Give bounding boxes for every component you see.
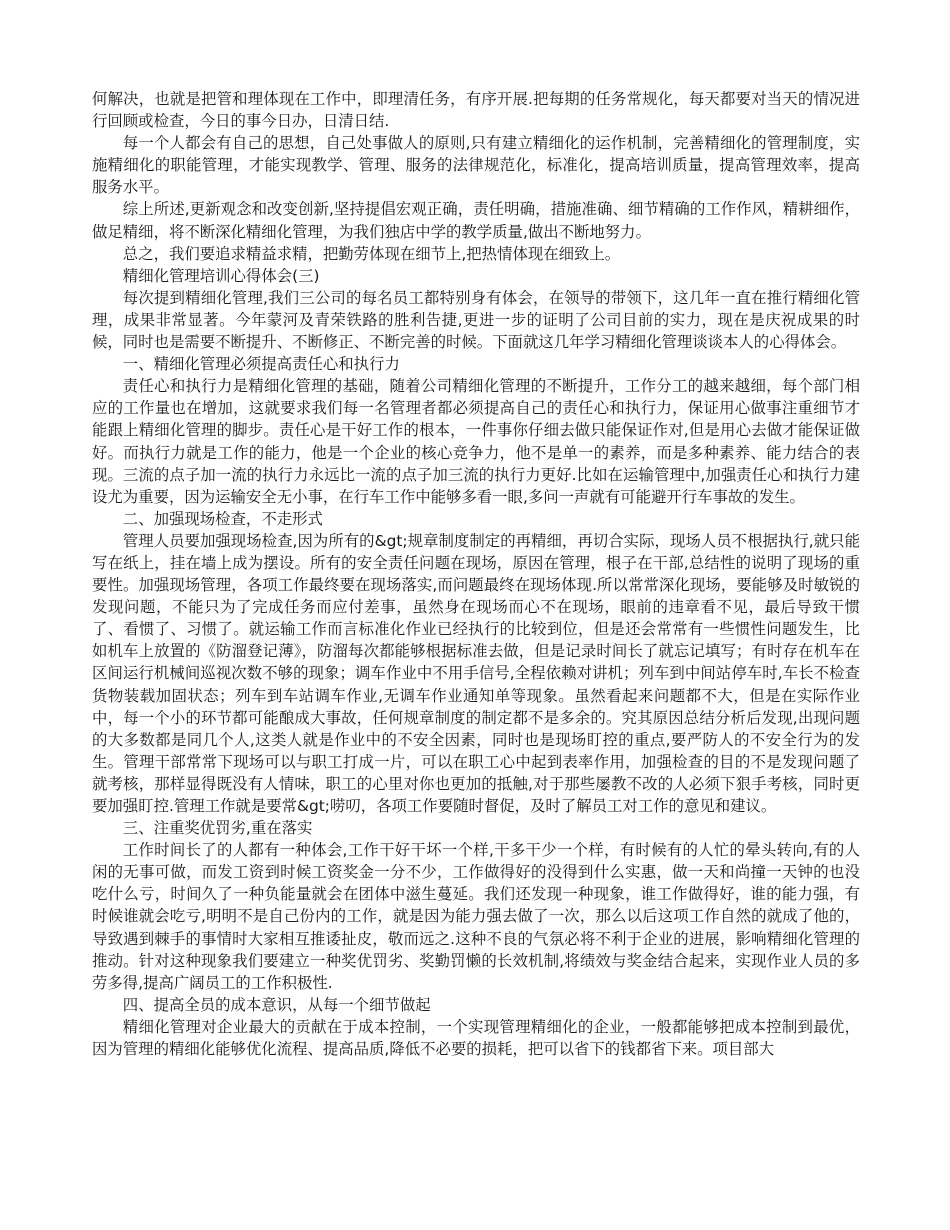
- paragraph: 工作时间长了的人都有一种体会,工作干好干坏一个样,干多干少一个样，有时候有的人忙的晕头转向,有的人闲的无事可做，而发工资到时候工资奖金一分不少，工作做得好的没得到什么实惠，做一天和尚撞一天钟的也没吃什么亏，时间久了一种负能量就会在团体中滋生蔓延。我们还发现一种现象，谁工作做得好，谁的能力强，有时候谁就会吃亏,明明不是自己份内的工作，就是因为能力强去做了一次，那么以后这项工作自然的就成了他的，导致遇到棘手的事情时大家相互推诿扯皮，敬而远之.这种不良的气氛必将不利于企业的进展，影响精细化管理的推动。针对这种现象我们要建立一种奖优罚劣、奖勤罚懒的长效机制,将绩效与奖金结合起来，实现作业人员的多劳多得,提高广阔员工的工作积极性.: [92, 841, 860, 992]
- document-body: [92, 88, 860, 1060]
- section-title: 精细化管理培训心得体会(三): [122, 266, 320, 285]
- paragraph: 每次提到精细化管理,我们三公司的每名员工都特别身有体会，在领导的带领下，这几年一直在推行精细化管理，成果非常显著。今年蒙河及青荣铁路的胜利告捷,更进一步的证明了公司目前的实力，现在是庆祝成果的时候，同时也是需要不断提升、不断修正、不断完善的时候。下面就这几年学习精细化管理谈谈本人的心得体会。: [92, 288, 860, 352]
- paragraph: 综上所述,更新观念和改变创新,坚持提倡宏观正确，责任明确，措施准确、细节精确的工作作风，精耕细作，做足精细，将不断深化精细化管理，为我们独店中学的教学质量,做出不断地努力。: [92, 200, 860, 241]
- paragraph: 总之，我们要追求精益求精，把勤劳体现在细节上,把热情体现在细致上。: [122, 244, 621, 263]
- paragraph: 每一个人都会有自己的思想，自己处事做人的原则,只有建立精细化的运作机制，完善精细化的管理制度，实施精细化的职能管理，才能实现教学、管理、服务的法律规范化，标准化，提高培训质量，提高管理效率，提高服务水平。: [92, 134, 860, 197]
- section-heading: 二、加强现场检查，不走形式: [122, 509, 323, 528]
- paragraph: 何解决，也就是把管和理体现在工作中，即理清任务，有序开展.把每期的任务常规化，每天都要对当天的情况进行回顾或检查，今日的事今日办，日清日结.: [92, 90, 860, 131]
- section-heading: 三、注重奖优罚劣,重在落实: [122, 819, 313, 838]
- paragraph: 管理人员要加强现场检查,因为所有的&gt;规章制度制定的再精细，再切合实际，现场人员不根据执行,就只能写在纸上，挂在墙上成为摆设。所有的安全责任问题在现场，原因在管理，根子在干部,总结性的说明了现场的重要性。加强现场管理，各项工作最终要在现场落实,而问题最终在现场体现.所以常常深化现场，要能够及时敏锐的发现问题，不能只为了完成任务而应付差事，虽然身在现场而心不在现场，眼前的违章看不见，最后导致干惯了、看惯了、习惯了。就运输工作而言标准化作业已经执行的比较到位，但是还会常常有一些惯性问题发生，比如机车上放置的《防溜登记薄》，防溜每次都能够根据标准去做，但是记录时间长了就忘记填写；有时存在机车在区间运行机械间巡视次数不够的现象；调车作业中不用手信号,全程依赖对讲机；列车到中间站停车时,车长不检查货物装载加固状态；列车到车站调车作业,无调车作业通知单等现象。虽然看起来问题都不大，但是在实际作业中，每一个小的环节都可能酿成大事故，任何规章制度的制定都不是多余的。究其原因总结分析后发现,出现问题的大多数都是同几个人,这类人就是作业中的不安全因素，同时也是现场盯控的重点,要严防人的不安全行为的发生。管理干部常常下现场可以与职工打成一片，可以在职工心中起到表率作用，加强检查的目的不是发现问题了就考核，那样显得既没有人情味，职工的心里对你也更加的抵触,对于那些屡教不改的人必须下狠手考核，同时更要加强盯控.管理工作就是要常&gt;唠叨，各项工作要随时督促，及时了解员工对工作的意见和建议。: [92, 531, 860, 815]
- paragraph: 精细化管理对企业最大的贡献在于成本控制，一个实现管理精细化的企业，一般都能够把成本控制到最优，因为管理的精细化能够优化流程、提高品质,降低不必要的损耗，把可以省下的钱都省下来。项目部大: [92, 1017, 860, 1059]
- paragraph: 责任心和执行力是精细化管理的基础，随着公司精细化管理的不断提升，工作分工的越来越细，每个部门相应的工作量也在增加，这就要求我们每一名管理者都必须提高自己的责任心和执行力，保证用心做事注重细节才能跟上精细化管理的脚步。责任心是干好工作的根本，一件事你仔细去做只能保证作对,但是用心去做才能保证做好。而执行力就是工作的能力，他是一个企业的核心竞争力，他不是单一的素养，而是多种素养、能力结合的表现。三流的点子加一流的执行力永远比一流的点子加三流的执行力更好.比如在运输管理中,加强责任心和执行力建设尤为重要，因为运输安全无小事，在行车工作中能够多看一眼,多问一声就有可能避开行车事故的发生。: [92, 377, 860, 506]
- section-heading: 一、精细化管理必须提高责任心和执行力: [122, 355, 400, 374]
- section-heading: 四、提高全员的成本意识，从每一个细节做起: [122, 995, 431, 1014]
